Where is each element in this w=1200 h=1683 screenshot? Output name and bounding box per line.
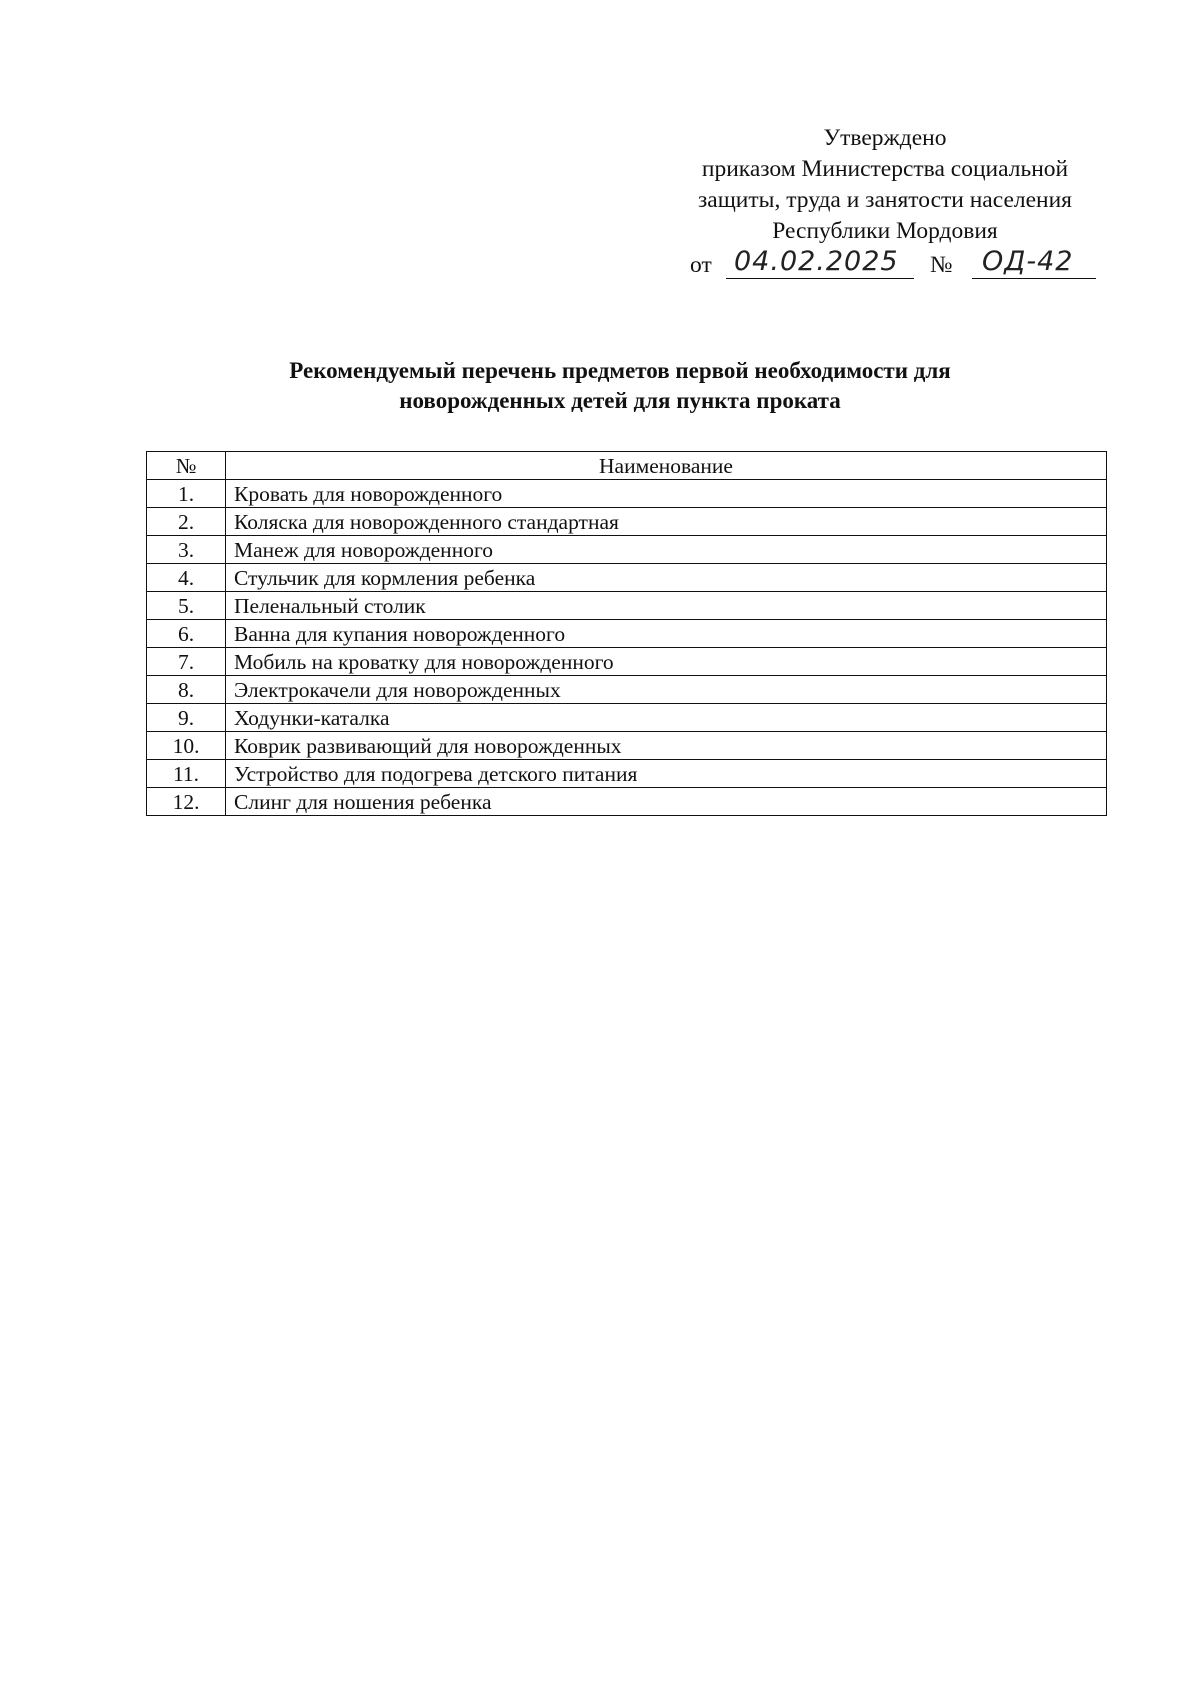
table-row: [147, 676, 1107, 704]
document-title: [120, 356, 1120, 416]
table-row: [147, 760, 1107, 788]
row-number: 9.: [147, 704, 226, 732]
row-name: Коврик развивающий для новорожденных: [226, 732, 1107, 760]
row-name: Устройство для подогрева детского питания: [226, 760, 1107, 788]
number-underline: [972, 278, 1096, 279]
row-number: 3.: [147, 536, 226, 564]
table-row: [147, 536, 1107, 564]
number-label: №: [930, 252, 953, 278]
number-handwritten: ОД-42: [982, 246, 1074, 277]
table-row: [147, 480, 1107, 508]
row-name: Ванна для купания новорожденного: [226, 620, 1107, 648]
row-number: 1.: [147, 480, 226, 508]
approval-line-republic: Республики Мордовия: [772, 218, 998, 244]
table-row: [147, 704, 1107, 732]
items-table: [146, 451, 1107, 816]
row-number: 11.: [147, 760, 226, 788]
approval-block: [660, 123, 1110, 247]
approval-line-order: приказом Министерства социальной: [701, 156, 1069, 182]
row-name: Ходунки-каталка: [226, 704, 1107, 732]
row-name: Пеленальный столик: [226, 592, 1107, 620]
date-handwritten: 04.02.2025: [734, 246, 899, 277]
approval-heading: Утверждено: [823, 125, 947, 151]
row-name: Мобиль на кроватку для новорожденного: [226, 648, 1107, 676]
row-number: 12.: [147, 788, 226, 816]
table-header-row: [147, 452, 1107, 480]
row-name: Электрокачели для новорожденных: [226, 676, 1107, 704]
date-label: от: [690, 252, 712, 278]
title-line-1: Рекомендуемый перечень предметов первой необходимости для: [289, 358, 951, 383]
order-date-number-line: [690, 243, 1110, 283]
table-row: [147, 788, 1107, 816]
row-number: 10.: [147, 732, 226, 760]
row-name: Стульчик для кормления ребенка: [226, 564, 1107, 592]
row-number: 7.: [147, 648, 226, 676]
row-number: 6.: [147, 620, 226, 648]
row-name: Манеж для новорожденного: [226, 536, 1107, 564]
table-row: [147, 620, 1107, 648]
table-row: [147, 508, 1107, 536]
row-number: 2.: [147, 508, 226, 536]
row-number: 4.: [147, 564, 226, 592]
table-row: [147, 592, 1107, 620]
title-line-2: новорожденных детей для пункта проката: [399, 388, 841, 413]
row-name: Коляска для новорожденного стандартная: [226, 508, 1107, 536]
row-name: Слинг для ношения ребенка: [226, 788, 1107, 816]
table-row: [147, 732, 1107, 760]
date-underline: [726, 278, 914, 279]
approval-line-ministry: защиты, труда и занятости населения: [698, 187, 1072, 213]
row-number: 5.: [147, 592, 226, 620]
table-row: [147, 648, 1107, 676]
header-number: №: [147, 452, 226, 480]
header-name: Наименование: [226, 452, 1107, 480]
table-row: [147, 564, 1107, 592]
row-name: Кровать для новорожденного: [226, 480, 1107, 508]
row-number: 8.: [147, 676, 226, 704]
